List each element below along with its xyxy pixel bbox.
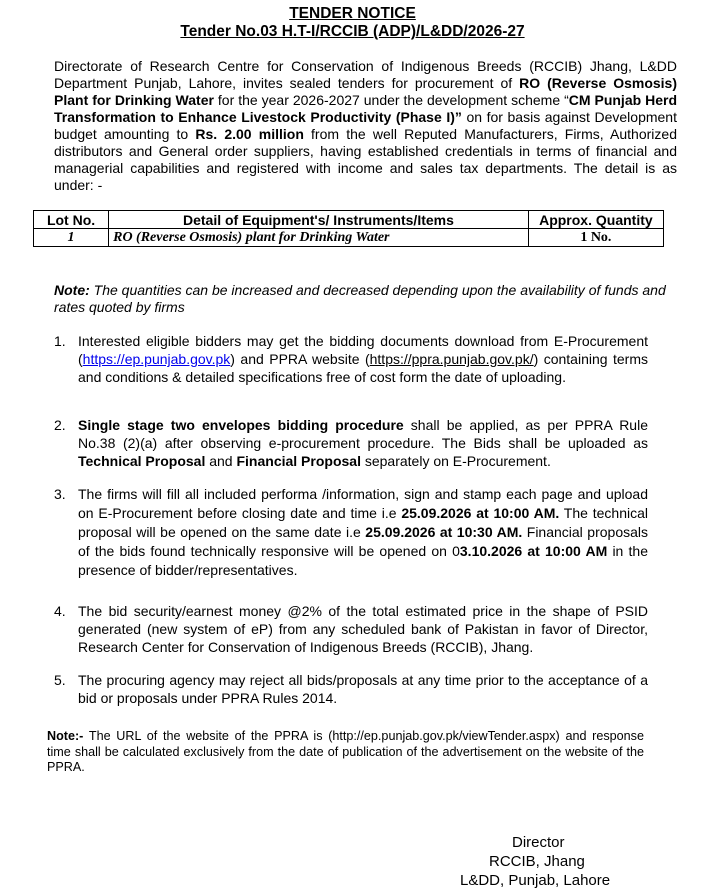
list-item bbox=[54, 485, 648, 580]
intro-text-2: for the year 2026-2027 under the development scheme “ bbox=[213, 92, 569, 108]
signature-department: L&DD, Punjab, Lahore bbox=[460, 872, 611, 889]
list-item bbox=[54, 332, 648, 386]
item-2-text-c: and bbox=[205, 453, 237, 469]
item-3-text-c: The technical proposal will be opened on the same date i.e bbox=[78, 505, 649, 540]
item-number: 4. bbox=[54, 603, 66, 619]
ppra-url-note bbox=[47, 729, 644, 776]
list-item bbox=[54, 416, 648, 470]
signature-title: Director bbox=[512, 834, 565, 851]
item-3-bold-2: 25.09.2026 at 10:30 AM. bbox=[365, 524, 523, 540]
intro-text-1: Directorate of Research Centre for Conservation of Indigenous Breeds (RCCIB) Jhang, L&DD Department Punjab, Lahore, invites sealed tenders for procurement of bbox=[54, 58, 677, 91]
item-3-bold-3: 3.10.2026 at 10:00 AM bbox=[459, 543, 608, 559]
item-text bbox=[78, 485, 648, 580]
ep-procurement-link[interactable]: https://ep.punjab.gov.pk bbox=[82, 351, 231, 367]
note-label: Note:- bbox=[47, 729, 84, 743]
item-2-bold-2: Technical Proposal bbox=[78, 453, 206, 469]
cell-detail: RO (Reverse Osmosis) plant for Drinking Water bbox=[109, 229, 529, 247]
item-text bbox=[78, 332, 648, 386]
intro-budget: Rs. 2.00 million bbox=[195, 126, 304, 142]
intro-item-name: RO (Reverse Osmosis) Plant for Drinking Water bbox=[54, 75, 678, 108]
item-text: The procuring agency may reject all bids/proposals at any time prior to the acceptance of a bid or proposals under PPRA Rules 2014. bbox=[78, 672, 648, 706]
note-label: Note: bbox=[54, 282, 90, 298]
intro-text-3: on for basis against Development budget amounting to bbox=[54, 109, 677, 142]
item-1-text-c: ) containing terms and conditions & detailed specifications free of cost form the date of uploading. bbox=[78, 351, 648, 385]
item-2-bold-3: Financial Proposal bbox=[236, 453, 361, 469]
note-text: The quantities can be increased and decreased depending upon the availability of funds and rates quoted by firms bbox=[54, 282, 666, 315]
table-row bbox=[34, 229, 664, 247]
list-item bbox=[54, 671, 648, 707]
item-2-text-d: separately on E-Procurement. bbox=[360, 453, 551, 469]
item-3-text-e: in the presence of bidder/representatives. bbox=[78, 543, 648, 578]
intro-paragraph bbox=[54, 58, 677, 194]
header-quantity: Approx. Quantity bbox=[528, 211, 663, 229]
item-text bbox=[78, 416, 648, 470]
cell-quantity: 1 No. bbox=[528, 229, 663, 247]
item-3-text-a: The firms will fill all included performa /information, sign and stamp each page and upload on E-Procurement before closing date and time i.e bbox=[78, 486, 648, 521]
intro-scheme-name: CM Punjab Herd Transformation to Enhance Livestock Productivity (Phase I)” bbox=[54, 92, 678, 125]
header-lot-no: Lot No. bbox=[34, 211, 109, 229]
list-item bbox=[54, 602, 648, 656]
tender-number: Tender No.03 H.T-I/RCCIB (ADP)/L&DD/2026-27 bbox=[180, 23, 525, 40]
item-3-bold-1: 25.09.2026 at 10:00 AM. bbox=[401, 505, 560, 521]
item-number: 3. bbox=[54, 486, 66, 502]
signature-office: RCCIB, Jhang bbox=[489, 853, 585, 870]
cell-lot-no: 1 bbox=[34, 229, 109, 247]
intro-text-4: from the well Reputed Manufacturers, Firms, Authorized distributors and General order suppliers, having established credentials in terms of financial and managerial capabilities and registered with income and sales tax departments. The detail is as under: - bbox=[54, 126, 677, 193]
item-3-text-d: Financial proposals of the bids found technically responsive will be opened on 0 bbox=[78, 524, 649, 559]
item-number: 1. bbox=[54, 333, 66, 349]
notice-heading: TENDER NOTICE bbox=[289, 5, 416, 22]
item-number: 2. bbox=[54, 417, 66, 433]
item-text: The bid security/earnest money @2% of the total estimated price in the shape of PSID generated (new system of eP) from any scheduled bank of Pakistan in favor of Director, Research Center for Conservation of Indigenous Breeds (RCCIB), Jhang. bbox=[78, 603, 648, 655]
item-number: 5. bbox=[54, 672, 66, 688]
note-text: The URL of the website of the PPRA is (http://ep.punjab.gov.pk/viewTender.aspx) and response time shall be calculated exclusively from the date of publication of the advertisement on the website of the PPRA. bbox=[47, 729, 644, 774]
quantity-note bbox=[54, 282, 674, 316]
item-2-bold-1: Single stage two envelopes bidding procedure bbox=[78, 417, 404, 433]
lot-table-header bbox=[34, 211, 664, 229]
ppra-website-link[interactable]: https://ppra.punjab.gov.pk/ bbox=[369, 351, 534, 367]
item-2-text-a: shall be applied, as per PPRA Rule No.38 (2)(a) after observing e-procurement procedure. The Bids shall be uploaded as bbox=[78, 417, 648, 451]
header-detail: Detail of Equipment's/ Instruments/Items bbox=[109, 211, 529, 229]
lot-table bbox=[33, 210, 664, 247]
item-1-text-a: Interested eligible bidders may get the bidding documents download from E-Procurement ( bbox=[78, 333, 648, 367]
item-1-text-b: ) and PPRA website ( bbox=[230, 351, 370, 367]
